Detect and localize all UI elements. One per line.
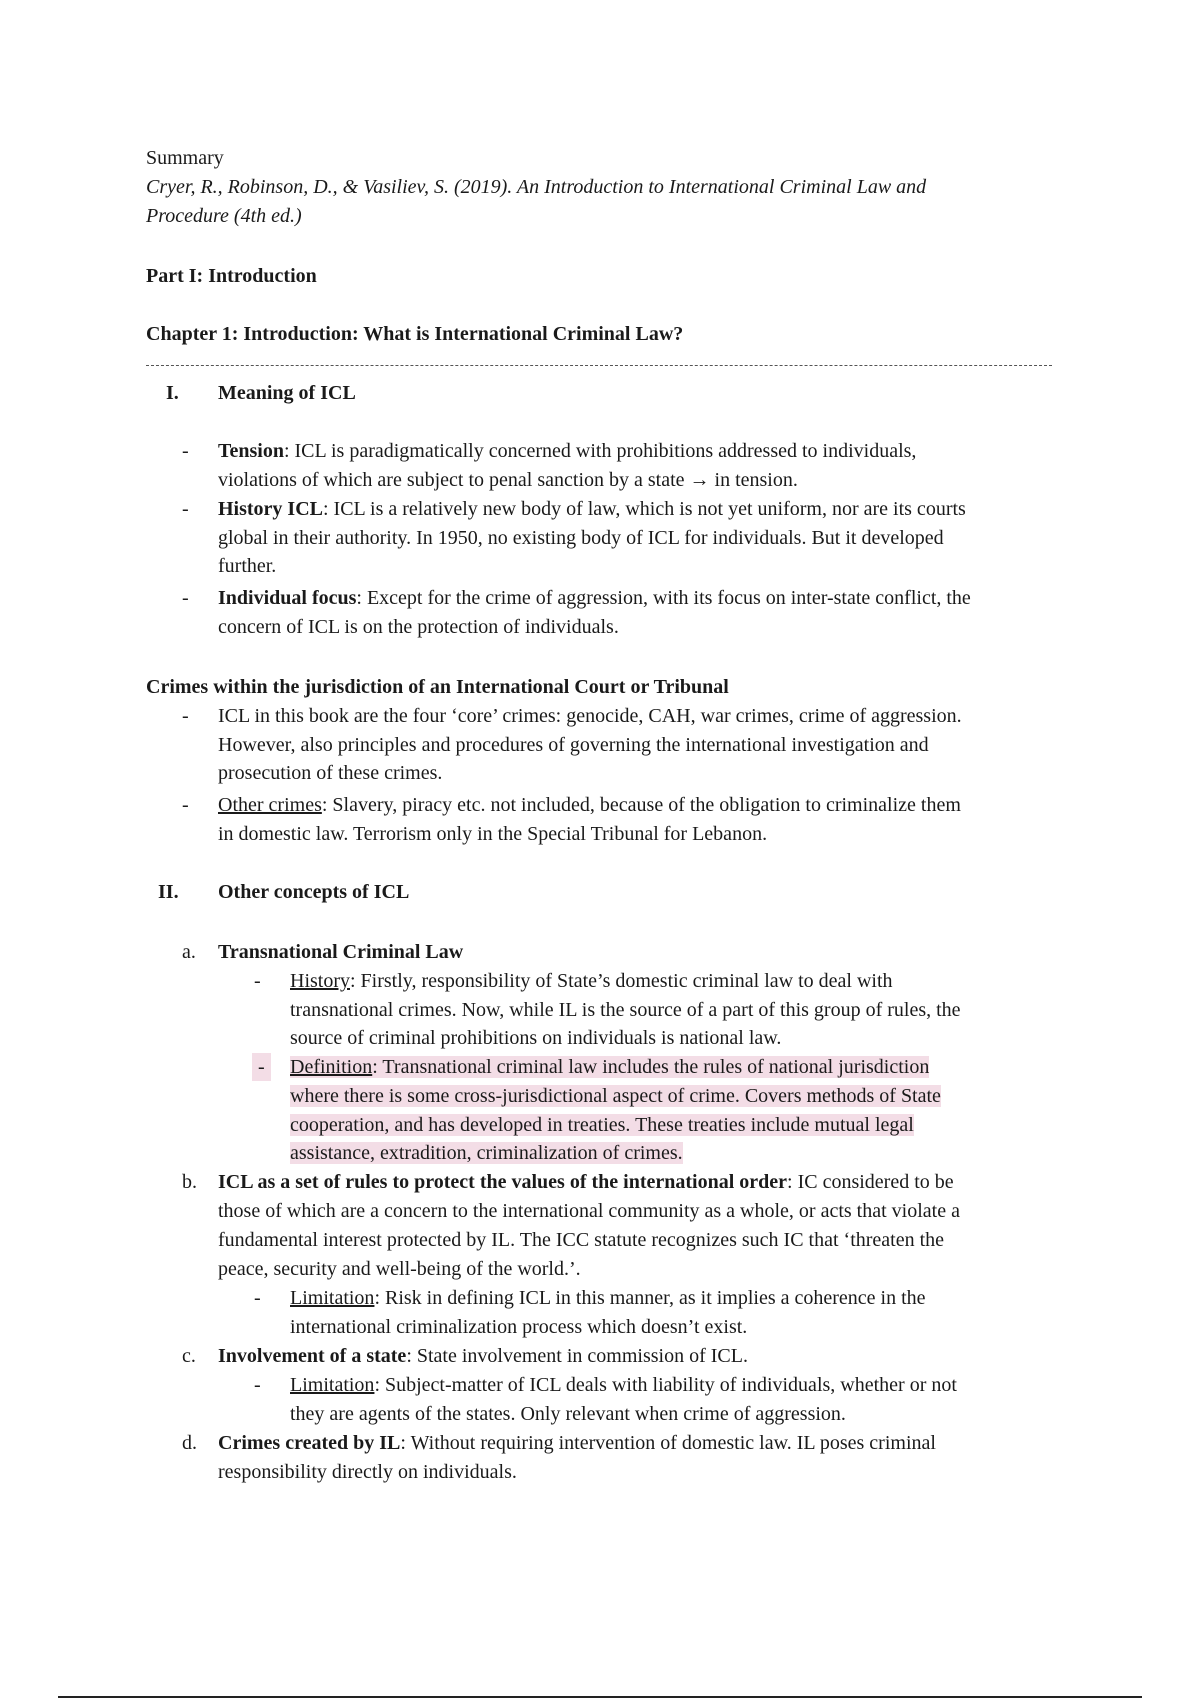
term-tension: Tension [218,440,284,462]
crimes-created-line-2: responsibility directly on individuals. [218,1461,517,1483]
values-line-4: peace, security and well-being of the world.’. [218,1258,581,1280]
term-individual-focus: Individual focus [218,587,357,609]
citation-line-2: Procedure (4th ed.) [146,205,302,227]
term-state-involvement: Involvement of a state [218,1345,407,1367]
definition-line-3: cooperation, and has developed in treaties. These treaties include mutual legal [290,1114,914,1136]
core-crimes-line-1: ICL in this book are the four ‘core’ crimes: genocide, CAH, war crimes, crime of aggression. [218,705,962,727]
bullet-tension-cont: violations of which are subject to penal sanction by a state → in tension. [218,469,798,491]
bullet-history-cont-1: global in their authority. In 1950, no existing body of ICL for individuals. But it developed [218,527,944,549]
history-line-2: transnational crimes. Now, while IL is the source of a part of this group of rules, the [290,999,961,1021]
values-line-1: ICL as a set of rules to protect the values of the international order: IC considered to be [218,1171,954,1193]
item-c-marker: c. [182,1345,196,1367]
crimes-created-line-1: Crimes created by IL: Without requiring intervention of domestic law. IL poses criminal [218,1432,936,1454]
term-definition: Definition [290,1056,373,1078]
bullet-dash: - [254,1374,261,1396]
part-title: Part I: Introduction [146,265,317,287]
core-crimes-line-2: However, also principles and procedures of governing the international investigation and [218,734,929,756]
definition-line-2: where there is some cross-jurisdictional aspect of crime. Covers methods of State [290,1085,941,1107]
page-bottom-rule [58,1696,1142,1698]
bullet-individual-focus: Individual focus: Except for the crime of aggression, with its focus on inter-state conflict, the [218,587,971,609]
term-other-crimes: Other crimes [218,794,322,816]
core-crimes-line-3: prosecution of these crimes. [218,762,443,784]
crimes-heading: Crimes within the jurisdiction of an International Court or Tribunal [146,676,729,698]
item-b-marker: b. [182,1171,197,1193]
term-crimes-created: Crimes created by IL [218,1432,401,1454]
definition-line-4: assistance, extradition, criminalization of crimes. [290,1142,683,1164]
term-values-order: ICL as a set of rules to protect the values of the international order [218,1171,788,1193]
history-line-1: History: Firstly, responsibility of State’s domestic criminal law to deal with [290,970,893,992]
bullet-dash: - [182,440,189,462]
bullet-dash: - [252,1053,271,1081]
state-involvement-line: Involvement of a state: State involvement in commission of ICL. [218,1345,748,1367]
limitation-c-line-1: Limitation: Subject-matter of ICL deals with liability of individuals, whether or not [290,1374,957,1396]
summary-label: Summary [146,147,224,169]
bullet-individual-focus-cont: concern of ICL is on the protection of individuals. [218,616,619,638]
bullet-tension: Tension: ICL is paradigmatically concerned with prohibitions addressed to individuals, [218,440,917,462]
citation-line-1: Cryer, R., Robinson, D., & Vasiliev, S. (2019). An Introduction to International Criminal Law and [146,176,927,198]
bullet-dash: - [254,1287,261,1309]
limitation-c-line-2: they are agents of the states. Only relevant when crime of aggression. [290,1403,846,1425]
definition-line-1: Definition: Transnational criminal law includes the rules of national jurisdiction [290,1056,930,1078]
item-a-marker: a. [182,941,196,963]
other-crimes-line-1: Other crimes: Slavery, piracy etc. not included, because of the obligation to criminalize them [218,794,961,816]
bullet-history: History ICL: ICL is a relatively new body of law, which is not yet uniform, nor are its courts [218,498,966,520]
values-line-3: fundamental interest protected by IL. The ICC statute recognizes such IC that ‘threaten the [218,1229,945,1251]
item-d-marker: d. [182,1432,197,1454]
bullet-dash: - [182,705,189,727]
other-crimes-line-2: in domestic law. Terrorism only in the Special Tribunal for Lebanon. [218,823,768,845]
section-1-title: Meaning of ICL [218,382,356,404]
term-history-icl: History ICL [218,498,323,520]
term-limitation: Limitation [290,1287,375,1309]
values-line-2: those of which are a concern to the international community as a whole, or acts that violate a [218,1200,960,1222]
history-line-3: source of criminal prohibitions on individuals is national law. [290,1027,782,1049]
limitation-b-line-2: international criminalization process which doesn’t exist. [290,1316,748,1338]
chapter-title: Chapter 1: Introduction: What is International Criminal Law? [146,323,684,345]
bullet-dash: - [182,498,189,520]
term-limitation: Limitation [290,1374,375,1396]
bullet-dash: - [254,970,261,992]
bullet-history-cont-2: further. [218,555,277,577]
transnational-title: Transnational Criminal Law [218,941,464,963]
term-history: History [290,970,350,992]
bullet-dash: - [182,587,189,609]
section-2-numeral: II. [158,881,179,903]
limitation-b-line-1: Limitation: Risk in defining ICL in this manner, as it implies a coherence in the [290,1287,926,1309]
bullet-dash: - [182,794,189,816]
dashed-separator [146,365,1052,366]
section-2-title: Other concepts of ICL [218,881,410,903]
section-1-numeral: I. [166,382,179,404]
